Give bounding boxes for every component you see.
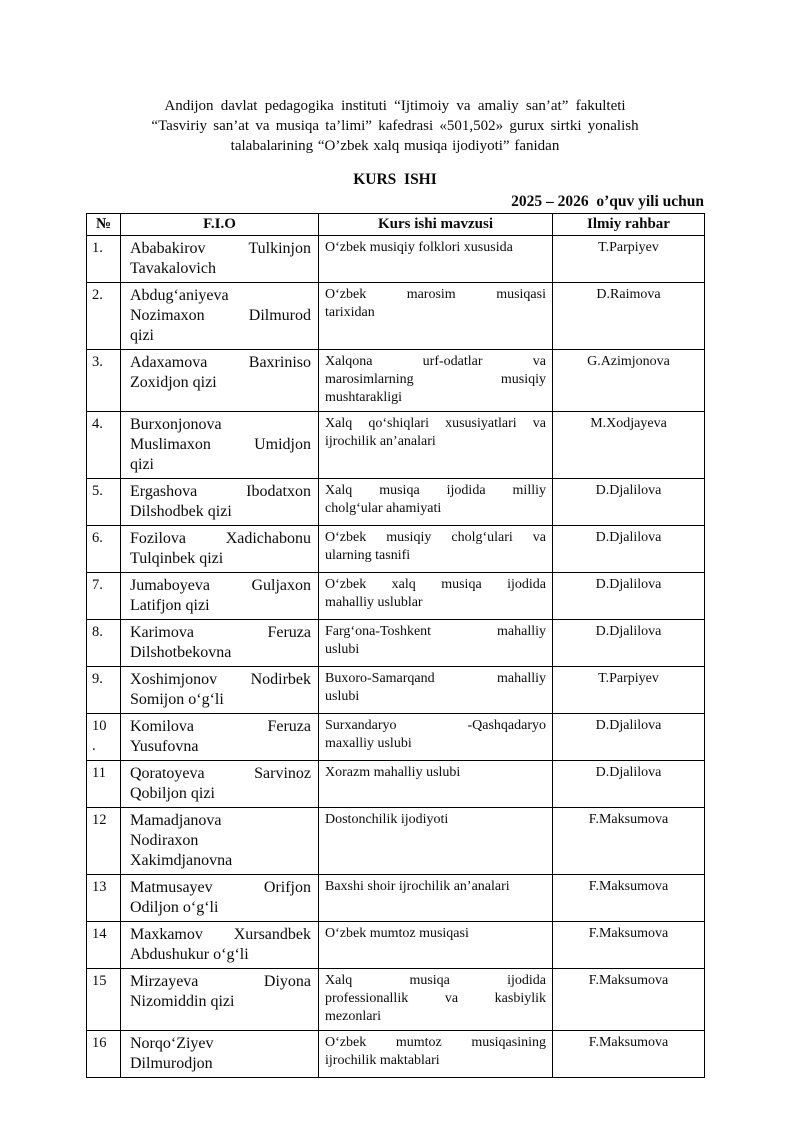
header-line-1: Andijon davlat pedagogika instituti “Ijtimoiy va amaliy san’at” fakulteti xyxy=(164,98,626,114)
advisor-cell: G.Azimjonova xyxy=(553,350,705,412)
advisor-cell: D.Djalilova xyxy=(553,526,705,573)
topic-cell-line: Oʻzbek xalq musiqa ijodida xyxy=(325,577,546,592)
student-name-cell-line: Tavakalovich xyxy=(130,260,216,277)
row-number-cell-line: 4. xyxy=(92,416,103,432)
col-header-topic: Kurs ishi mavzusi xyxy=(319,214,553,236)
table-row xyxy=(87,412,705,479)
student-name-cell xyxy=(121,1031,319,1078)
topic-cell-line: Xorazm mahalliy uslubi xyxy=(325,765,461,780)
row-number-cell xyxy=(87,667,121,714)
row-number-cell-line: 12 xyxy=(92,812,107,828)
topic-cell xyxy=(319,350,553,412)
advisor-cell: D.Raimova xyxy=(553,283,705,350)
student-name-cell xyxy=(121,875,319,922)
row-number-cell xyxy=(87,236,121,283)
academic-year-line: 2025 – 2026 o’quv yili uchun xyxy=(511,193,704,210)
student-name-cell-line: Dilmurodjon xyxy=(130,1055,213,1072)
topic-cell-line: Oʻzbek musiqiy folklori xususida xyxy=(325,240,513,255)
topic-cell xyxy=(319,1031,553,1078)
row-number-cell xyxy=(87,969,121,1031)
row-number-cell xyxy=(87,283,121,350)
student-name-cell xyxy=(121,573,319,620)
student-name-cell xyxy=(121,526,319,573)
topic-cell-line: Oʻzbek mumtoz musiqasining xyxy=(325,1035,546,1050)
student-name-cell-line: Dilshotbekovna xyxy=(130,644,232,661)
row-number-cell-line: 5. xyxy=(92,483,103,499)
student-name-cell xyxy=(121,808,319,875)
topic-cell-line: tarixidan xyxy=(325,305,375,320)
student-name-cell-line: Qoratoyeva Sarvinoz xyxy=(130,765,311,782)
topic-cell-line: maxalliy uslubi xyxy=(325,736,412,751)
student-name-cell-line: Fozilova Xadichabonu xyxy=(130,530,311,547)
table-header-row xyxy=(87,214,705,236)
header-line-2: “Tasviriy san’at va musiqa ta’limi” kafedrasi «501,502» gurux sirtki yonalish xyxy=(151,118,639,134)
student-name-cell xyxy=(121,283,319,350)
student-name-cell-line: Burxonjonova xyxy=(130,416,222,433)
header-line-3: talabalarining “O’zbek xalq musiqa ijodiyoti” fanidan xyxy=(230,138,560,154)
topic-cell-line: mushtarakligi xyxy=(325,390,402,405)
table-row xyxy=(87,526,705,573)
student-name-cell xyxy=(121,667,319,714)
row-number-cell xyxy=(87,714,121,761)
topic-cell-line: marosimlarning musiqiy xyxy=(325,372,546,387)
table-row xyxy=(87,667,705,714)
advisor-cell: F.Maksumova xyxy=(553,875,705,922)
row-number-cell xyxy=(87,350,121,412)
row-number-cell-line: 16 xyxy=(92,1035,107,1051)
topic-cell xyxy=(319,922,553,969)
topic-cell-line: uslubi xyxy=(325,689,360,704)
row-number-cell-line: 11 xyxy=(92,765,106,781)
student-name-cell-line: Komilova Feruza xyxy=(130,718,311,735)
row-number-cell-line: 7. xyxy=(92,577,103,593)
student-name-cell xyxy=(121,412,319,479)
topic-cell-line: Oʻzbek marosim musiqasi xyxy=(325,287,546,302)
table-header xyxy=(87,214,705,236)
topic-cell xyxy=(319,283,553,350)
row-number-cell xyxy=(87,620,121,667)
student-name-cell-line: Nizomiddin qizi xyxy=(130,993,235,1010)
topic-cell xyxy=(319,808,553,875)
student-name-cell xyxy=(121,620,319,667)
topic-cell-line: mezonlari xyxy=(325,1009,381,1024)
topic-cell-line: Xalq qoʻshiqlari xususiyatlari va xyxy=(325,416,546,431)
student-name-cell-line: Nodiraxon xyxy=(130,832,199,849)
topic-cell-line: Xalq musiqa ijodida milliy xyxy=(325,483,546,498)
topic-cell-line: ularning tasnifi xyxy=(325,548,411,563)
student-name-cell-line: Maxkamov Xursandbek xyxy=(130,926,311,943)
table-row xyxy=(87,714,705,761)
row-number-cell-line: . xyxy=(92,738,96,754)
advisor-cell: D.Djalilova xyxy=(553,714,705,761)
table-row xyxy=(87,283,705,350)
table-row xyxy=(87,808,705,875)
row-number-cell xyxy=(87,526,121,573)
topic-cell xyxy=(319,761,553,808)
document-header xyxy=(86,96,704,156)
table-row xyxy=(87,922,705,969)
student-name-cell-line: Qobiljon qizi xyxy=(130,785,215,802)
advisor-cell: D.Djalilova xyxy=(553,761,705,808)
table-row xyxy=(87,479,705,526)
row-number-cell-line: 9. xyxy=(92,671,103,687)
topic-cell-line: uslubi xyxy=(325,642,360,657)
topic-cell-line: Oʻzbek mumtoz musiqasi xyxy=(325,926,469,941)
student-name-cell-line: qizi xyxy=(130,456,154,473)
student-name-cell-line: Mirzayeva Diyona xyxy=(130,973,311,990)
student-name-cell-line: qizi xyxy=(130,327,154,344)
topic-cell-line: professionallik va kasbiylik xyxy=(325,991,546,1006)
table-row xyxy=(87,1031,705,1078)
student-name-cell-line: Xoshimjonov Nodirbek xyxy=(130,671,311,688)
topic-cell-line: Dostonchilik ijodiyoti xyxy=(325,812,449,827)
student-name-cell-line: Ababakirov Tulkinjon xyxy=(130,240,311,257)
topic-cell-line: Xalq musiqa ijodida xyxy=(325,973,546,988)
table-row xyxy=(87,969,705,1031)
topic-cell-line: Buxoro-Samarqand mahalliy xyxy=(325,671,546,686)
topic-cell xyxy=(319,667,553,714)
topic-cell-line: ijrochilik an’analari xyxy=(325,434,436,449)
col-header-number: № xyxy=(87,214,121,236)
student-name-cell xyxy=(121,714,319,761)
row-number-cell-line: 2. xyxy=(92,287,103,303)
table-row xyxy=(87,350,705,412)
row-number-cell-line: 8. xyxy=(92,624,103,640)
student-name-cell-line: Nozimaxon Dilmurod xyxy=(130,307,311,324)
topic-cell xyxy=(319,412,553,479)
row-number-cell xyxy=(87,573,121,620)
topic-cell xyxy=(319,969,553,1031)
col-header-advisor: Ilmiy rahbar xyxy=(553,214,705,236)
advisor-cell: T.Parpiyev xyxy=(553,236,705,283)
table-row xyxy=(87,620,705,667)
table-row xyxy=(87,761,705,808)
student-name-cell xyxy=(121,479,319,526)
row-number-cell xyxy=(87,875,121,922)
row-number-cell xyxy=(87,1031,121,1078)
student-name-cell-line: Zoxidjon qizi xyxy=(130,374,217,391)
student-name-cell-line: Muslimaxon Umidjon xyxy=(130,436,311,453)
topic-cell-line: Surxandaryo -Qashqadaryo xyxy=(325,718,546,733)
advisor-cell: T.Parpiyev xyxy=(553,667,705,714)
row-number-cell-line: 3. xyxy=(92,354,103,370)
student-name-cell-line: Yusufovna xyxy=(130,738,199,755)
row-number-cell-line: 15 xyxy=(92,973,107,989)
topic-cell-line: Fargʻona-Toshkent mahalliy xyxy=(325,624,546,639)
row-number-cell xyxy=(87,479,121,526)
row-number-cell-line: 13 xyxy=(92,879,107,895)
student-name-cell-line: Tulqinbek qizi xyxy=(130,550,224,567)
topic-cell xyxy=(319,573,553,620)
row-number-cell xyxy=(87,922,121,969)
student-name-cell-line: Karimova Feruza xyxy=(130,624,311,641)
topic-cell xyxy=(319,479,553,526)
student-name-cell xyxy=(121,969,319,1031)
topic-cell-line: Baxshi shoir ijrochilik an’analari xyxy=(325,879,510,894)
table-body xyxy=(87,236,705,1078)
topic-cell xyxy=(319,620,553,667)
advisor-cell: F.Maksumova xyxy=(553,808,705,875)
course-work-title: KURS ISHI xyxy=(353,171,437,188)
topic-cell xyxy=(319,714,553,761)
advisor-cell: D.Djalilova xyxy=(553,573,705,620)
advisor-cell: F.Maksumova xyxy=(553,922,705,969)
student-name-cell-line: Jumaboyeva Guljaxon xyxy=(130,577,311,594)
student-name-cell-line: Dilshodbek qizi xyxy=(130,503,232,520)
table-row xyxy=(87,875,705,922)
student-name-cell-line: Latifjon qizi xyxy=(130,597,210,614)
student-name-cell-line: Mamadjanova xyxy=(130,812,222,829)
topic-cell-line: mahalliy uslublar xyxy=(325,595,423,610)
row-number-cell xyxy=(87,808,121,875)
course-assignments-table xyxy=(86,213,705,1078)
row-number-cell-line: 14 xyxy=(92,926,107,942)
advisor-cell: D.Djalilova xyxy=(553,479,705,526)
table-row xyxy=(87,236,705,283)
student-name-cell-line: Abdushukur oʻgʻli xyxy=(130,946,249,963)
student-name-cell xyxy=(121,236,319,283)
student-name-cell-line: Matmusayev Orifjon xyxy=(130,879,311,896)
topic-cell-line: cholgʻular ahamiyati xyxy=(325,501,442,516)
row-number-cell-line: 1. xyxy=(92,240,103,256)
student-name-cell-line: Odiljon oʻgʻli xyxy=(130,899,219,916)
topic-cell-line: Oʻzbek musiqiy cholgʻulari va xyxy=(325,530,546,545)
row-number-cell xyxy=(87,761,121,808)
student-name-cell-line: Adaxamova Baxriniso xyxy=(130,354,311,371)
student-name-cell-line: NorqoʻZiyev xyxy=(130,1035,214,1052)
topic-cell xyxy=(319,875,553,922)
row-number-cell-line: 10 xyxy=(92,718,107,734)
row-number-cell-line: 6. xyxy=(92,530,103,546)
advisor-cell: D.Djalilova xyxy=(553,620,705,667)
advisor-cell: F.Maksumova xyxy=(553,1031,705,1078)
row-number-cell xyxy=(87,412,121,479)
table-row xyxy=(87,573,705,620)
topic-cell xyxy=(319,526,553,573)
student-name-cell xyxy=(121,922,319,969)
student-name-cell-line: Somijon oʻgʻli xyxy=(130,691,224,708)
topic-cell-line: Xalqona urf-odatlar va xyxy=(325,354,546,369)
advisor-cell: M.Xodjayeva xyxy=(553,412,705,479)
student-name-cell-line: Ergashova Ibodatxon xyxy=(130,483,311,500)
student-name-cell xyxy=(121,761,319,808)
student-name-cell-line: Abdugʻaniyeva xyxy=(130,287,229,304)
student-name-cell-line: Xakimdjanovna xyxy=(130,852,233,869)
advisor-cell: F.Maksumova xyxy=(553,969,705,1031)
col-header-fio: F.I.O xyxy=(121,214,319,236)
student-name-cell xyxy=(121,350,319,412)
topic-cell xyxy=(319,236,553,283)
topic-cell-line: ijrochilik maktablari xyxy=(325,1053,440,1068)
